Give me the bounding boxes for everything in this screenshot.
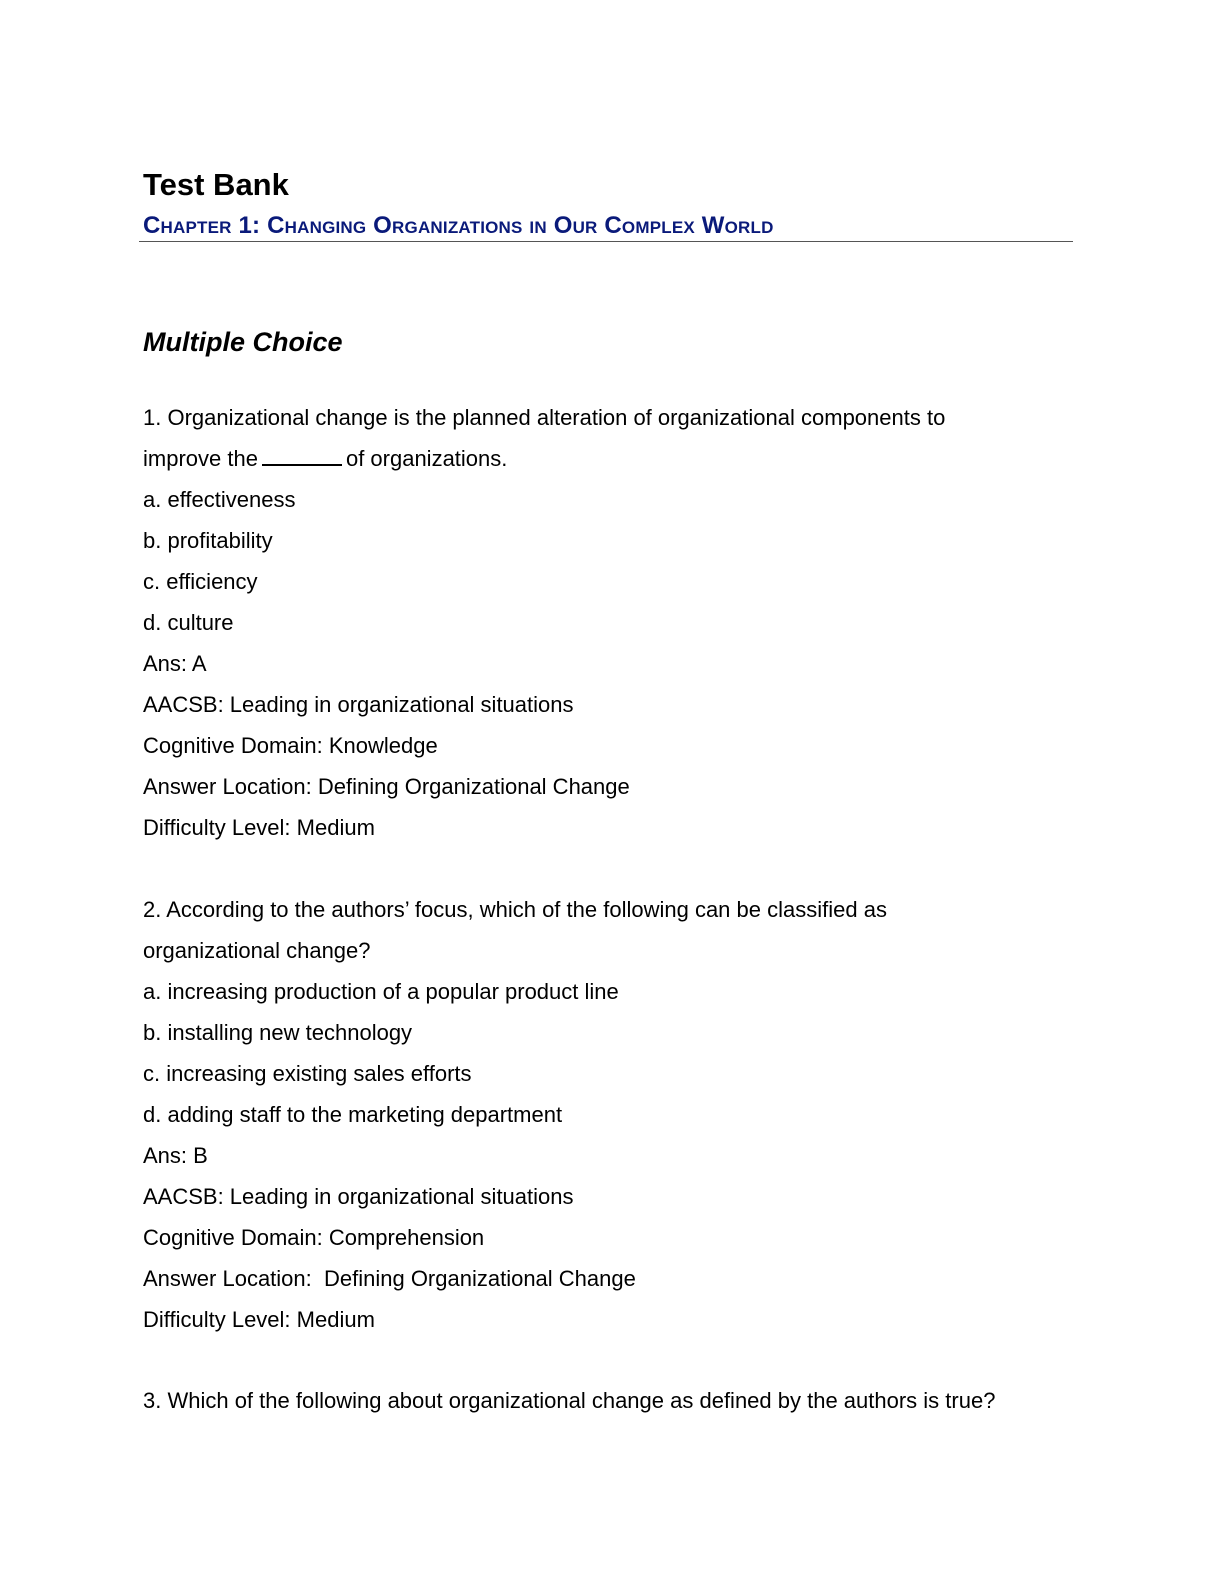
answer-location: Answer Location: Defining Organizational Change xyxy=(143,774,630,799)
answer: Ans: A xyxy=(143,651,207,676)
question-1 xyxy=(143,397,1083,848)
question-stem: 3. Which of the following about organizational change as defined by the authors is true? xyxy=(143,1388,996,1413)
difficulty-level: Difficulty Level: Medium xyxy=(143,1307,375,1332)
question-stem: 1. Organizational change is the planned alteration of organizational components to xyxy=(143,405,946,430)
answer-location: Answer Location: Defining Organizational Change xyxy=(143,1266,636,1291)
question-3 xyxy=(143,1380,1083,1421)
stem-text-after-blank: of organizations. xyxy=(345,446,508,471)
question-stem: 2. According to the authors’ focus, which of the following can be classified as xyxy=(143,897,887,922)
stem-text-before-blank: improve the xyxy=(143,446,258,471)
chapter-heading: Chapter 1: Changing Organizations in Our Complex World xyxy=(143,212,774,239)
fill-in-blank xyxy=(262,444,342,466)
option-a: a. effectiveness xyxy=(143,487,296,512)
cognitive-domain: Cognitive Domain: Knowledge xyxy=(143,733,438,758)
aacsb-standard: AACSB: Leading in organizational situations xyxy=(143,1184,574,1209)
option-a: a. increasing production of a popular product line xyxy=(143,979,619,1004)
question-stem-continued: organizational change? xyxy=(143,938,371,963)
option-d: d. culture xyxy=(143,610,234,635)
option-b: b. profitability xyxy=(143,528,273,553)
question-stem-continued xyxy=(143,438,1083,479)
cognitive-domain: Cognitive Domain: Comprehension xyxy=(143,1225,485,1250)
question-2 xyxy=(143,889,1083,1340)
option-b: b. installing new technology xyxy=(143,1020,413,1045)
section-heading: Multiple Choice xyxy=(143,327,343,357)
difficulty-level: Difficulty Level: Medium xyxy=(143,815,375,840)
document-title: Test Bank xyxy=(143,167,289,202)
heading-divider xyxy=(139,241,1073,242)
aacsb-standard: AACSB: Leading in organizational situations xyxy=(143,692,574,717)
option-c: c. increasing existing sales efforts xyxy=(143,1061,472,1086)
option-d: d. adding staff to the marketing department xyxy=(143,1102,563,1127)
option-c: c. efficiency xyxy=(143,569,258,594)
answer: Ans: B xyxy=(143,1143,208,1168)
